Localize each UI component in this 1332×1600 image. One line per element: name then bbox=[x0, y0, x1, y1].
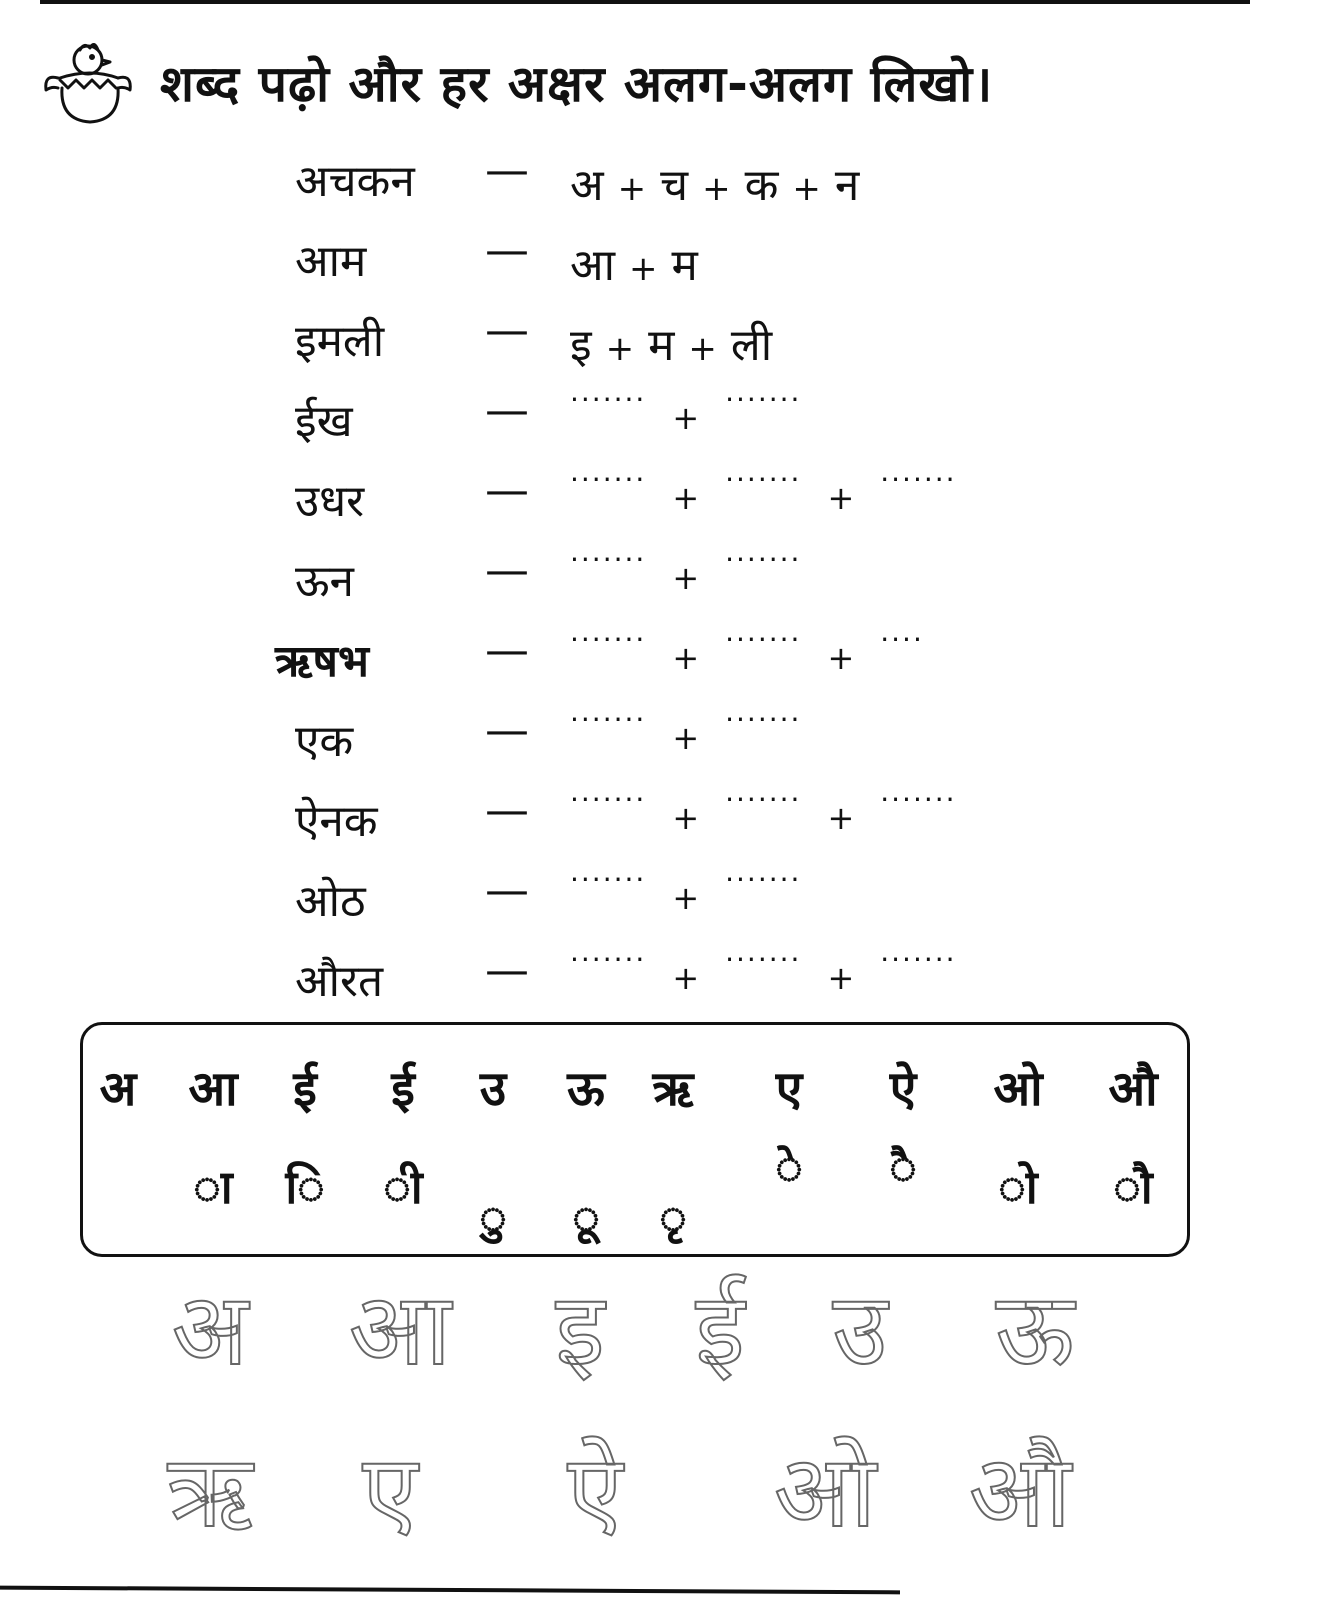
trace-letter: ऋ bbox=[167, 1433, 253, 1550]
word-row bbox=[0, 705, 1332, 785]
word-row bbox=[0, 945, 1332, 1025]
blank-line: ······· bbox=[570, 783, 647, 816]
blank-line: ······· bbox=[880, 783, 957, 816]
vowel-letter: ऐ bbox=[889, 1061, 917, 1117]
hatching-chick-icon bbox=[40, 38, 140, 128]
dash: — bbox=[485, 545, 529, 596]
blank-line: ······· bbox=[570, 863, 647, 896]
blank-line: ······· bbox=[725, 943, 802, 976]
letter: च bbox=[660, 160, 689, 211]
word: ऐनक bbox=[295, 796, 378, 847]
letter: म bbox=[671, 240, 698, 291]
vowel-letter: ए bbox=[775, 1061, 803, 1117]
word: अचकन bbox=[295, 156, 415, 207]
matra-sign: ◌े bbox=[775, 1140, 803, 1194]
vowel-letter: ऊ bbox=[567, 1061, 605, 1117]
dash: — bbox=[485, 625, 529, 676]
dash: — bbox=[485, 865, 529, 916]
word: ऋषभ bbox=[275, 636, 369, 687]
word-row bbox=[0, 785, 1332, 865]
dash: — bbox=[485, 945, 529, 996]
blank-line: ······· bbox=[880, 943, 957, 976]
blank-line: ······· bbox=[725, 863, 802, 896]
blank-line: ······· bbox=[570, 543, 647, 576]
dash: — bbox=[485, 385, 529, 436]
dash: — bbox=[485, 305, 529, 356]
trace-letter: इ bbox=[555, 1271, 605, 1388]
word-row bbox=[0, 225, 1332, 305]
word-row bbox=[0, 305, 1332, 385]
blank-line: ······· bbox=[570, 463, 647, 496]
plus-sign: + bbox=[827, 959, 855, 997]
plus-sign: + bbox=[672, 719, 700, 757]
letter: क bbox=[744, 160, 779, 211]
blank-line: ······· bbox=[725, 463, 802, 496]
word-list bbox=[0, 145, 1332, 1025]
blank-answer bbox=[570, 785, 957, 837]
plus-sign: + bbox=[672, 559, 700, 597]
letter: अ bbox=[570, 160, 604, 211]
vowel-letter: अ bbox=[99, 1061, 137, 1117]
plus-sign: + bbox=[672, 959, 700, 997]
blank-answer bbox=[570, 625, 924, 677]
blank-answer bbox=[570, 545, 801, 597]
word: आम bbox=[295, 236, 367, 287]
blank-line: ···· bbox=[880, 623, 924, 656]
vowel-letter: ई bbox=[391, 1061, 415, 1117]
word: औरत bbox=[295, 956, 384, 1007]
word-row bbox=[0, 625, 1332, 705]
blank-line: ······· bbox=[725, 783, 802, 816]
bottom-rule bbox=[0, 1586, 900, 1595]
word: ईख bbox=[295, 396, 353, 447]
matra-sign: ◌ौ bbox=[1113, 1160, 1153, 1214]
vowel-letter: ई bbox=[293, 1061, 317, 1117]
word: एक bbox=[295, 716, 354, 767]
matra-sign: ◌ै bbox=[889, 1140, 917, 1194]
blank-answer bbox=[570, 385, 801, 437]
blank-answer bbox=[570, 945, 957, 997]
letter-breakdown bbox=[570, 153, 859, 213]
blank-line: ······· bbox=[725, 623, 802, 656]
plus-sign: + bbox=[617, 169, 647, 209]
blank-line: ······· bbox=[725, 703, 802, 736]
letter-breakdown bbox=[570, 233, 698, 293]
tracing-row-2 bbox=[0, 1420, 1332, 1550]
word-row bbox=[0, 465, 1332, 545]
matra-sign: ◌ु bbox=[479, 1190, 507, 1244]
vowel-row bbox=[83, 1055, 1187, 1125]
dash: — bbox=[485, 465, 529, 516]
plus-sign: + bbox=[605, 329, 635, 369]
plus-sign: + bbox=[672, 479, 700, 517]
plus-sign: + bbox=[672, 639, 700, 677]
blank-line: ······· bbox=[570, 703, 647, 736]
matra-sign: ◌ा bbox=[193, 1160, 233, 1214]
vowel-matra-box bbox=[80, 1022, 1190, 1257]
trace-letter: ऊ bbox=[995, 1271, 1075, 1388]
blank-line: ······· bbox=[570, 943, 647, 976]
blank-answer bbox=[570, 705, 801, 757]
plus-sign: + bbox=[672, 879, 700, 917]
blank-line: ······· bbox=[570, 383, 647, 416]
trace-letter: ओ bbox=[773, 1433, 877, 1550]
trace-letter: ई bbox=[695, 1271, 745, 1388]
matra-row bbox=[83, 1140, 1187, 1245]
word: ऊन bbox=[295, 556, 354, 607]
blank-answer bbox=[570, 865, 801, 917]
plus-sign: + bbox=[827, 479, 855, 517]
matra-sign: ◌ो bbox=[998, 1160, 1038, 1214]
dash: — bbox=[485, 705, 529, 756]
vowel-letter: औ bbox=[1108, 1061, 1158, 1117]
letter: ली bbox=[730, 320, 773, 371]
blank-answer bbox=[570, 465, 957, 517]
top-rule bbox=[40, 0, 1250, 4]
trace-letter: ए bbox=[362, 1433, 418, 1550]
letter: आ bbox=[570, 240, 615, 291]
blank-line: ······· bbox=[725, 383, 802, 416]
matra-sign: ◌ी bbox=[383, 1160, 423, 1214]
letter: इ bbox=[570, 320, 592, 371]
matra-sign: ◌ि bbox=[285, 1160, 325, 1214]
instruction-title: शब्द पढ़ो और हर अक्षर अलग-अलग लिखो। bbox=[160, 55, 994, 113]
matra-sign: ◌ू bbox=[572, 1190, 600, 1244]
dash: — bbox=[485, 785, 529, 836]
word: इमली bbox=[295, 316, 385, 367]
word-row bbox=[0, 145, 1332, 225]
word: उधर bbox=[295, 476, 365, 527]
word-row bbox=[0, 545, 1332, 625]
letter-breakdown bbox=[570, 313, 772, 373]
trace-letter: उ bbox=[832, 1271, 888, 1388]
plus-sign: + bbox=[792, 169, 821, 209]
dash: — bbox=[485, 225, 529, 276]
vowel-letter: उ bbox=[479, 1061, 507, 1117]
word-row bbox=[0, 865, 1332, 945]
word-row bbox=[0, 385, 1332, 465]
blank-line: ······· bbox=[570, 623, 647, 656]
vowel-letter: आ bbox=[188, 1061, 238, 1117]
matra-sign: ◌ृ bbox=[659, 1190, 687, 1244]
blank-line: ······· bbox=[880, 463, 957, 496]
plus-sign: + bbox=[628, 249, 658, 289]
plus-sign: + bbox=[688, 329, 717, 369]
dash: — bbox=[485, 145, 529, 196]
trace-letter: अ bbox=[171, 1271, 249, 1388]
plus-sign: + bbox=[672, 399, 700, 437]
plus-sign: + bbox=[702, 169, 731, 209]
word: ओठ bbox=[295, 876, 366, 927]
trace-letter: आ bbox=[348, 1271, 452, 1388]
trace-letter: ऐ bbox=[567, 1433, 623, 1550]
letter: म bbox=[648, 320, 675, 371]
tracing-row-1 bbox=[0, 1258, 1332, 1388]
blank-line: ······· bbox=[725, 543, 802, 576]
letter: न bbox=[834, 160, 860, 211]
vowel-letter: ओ bbox=[993, 1061, 1043, 1117]
trace-letter: औ bbox=[968, 1433, 1072, 1550]
plus-sign: + bbox=[827, 799, 855, 837]
vowel-letter: ऋ bbox=[652, 1061, 694, 1117]
plus-sign: + bbox=[827, 639, 855, 677]
plus-sign: + bbox=[672, 799, 700, 837]
